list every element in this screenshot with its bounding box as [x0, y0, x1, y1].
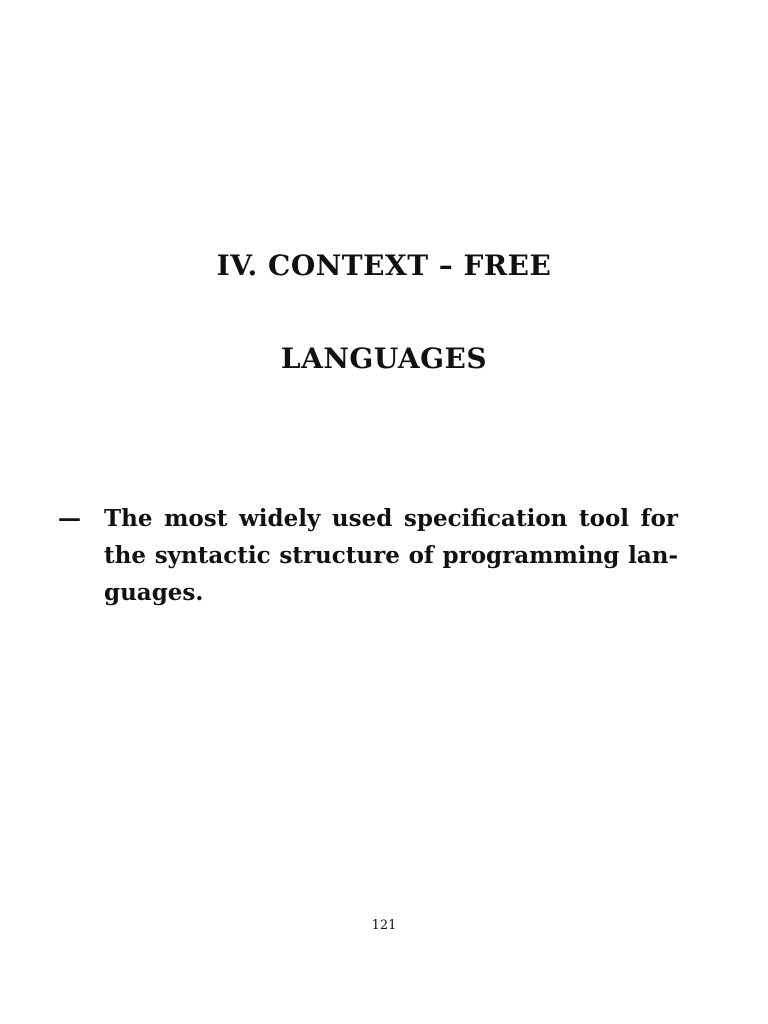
bullet-text-line: the syntactic structure of programming lan-	[104, 542, 678, 569]
bullet-text-line: The most widely used specification tool for	[104, 505, 678, 532]
page-number: 121	[371, 918, 397, 933]
chapter-title-line-2: LANGUAGES	[280, 342, 488, 375]
bullet-text-line: guages.	[104, 579, 204, 606]
bullet-dash: —	[58, 505, 81, 532]
chapter-title-line-1: IV. CONTEXT – FREE	[216, 249, 552, 282]
